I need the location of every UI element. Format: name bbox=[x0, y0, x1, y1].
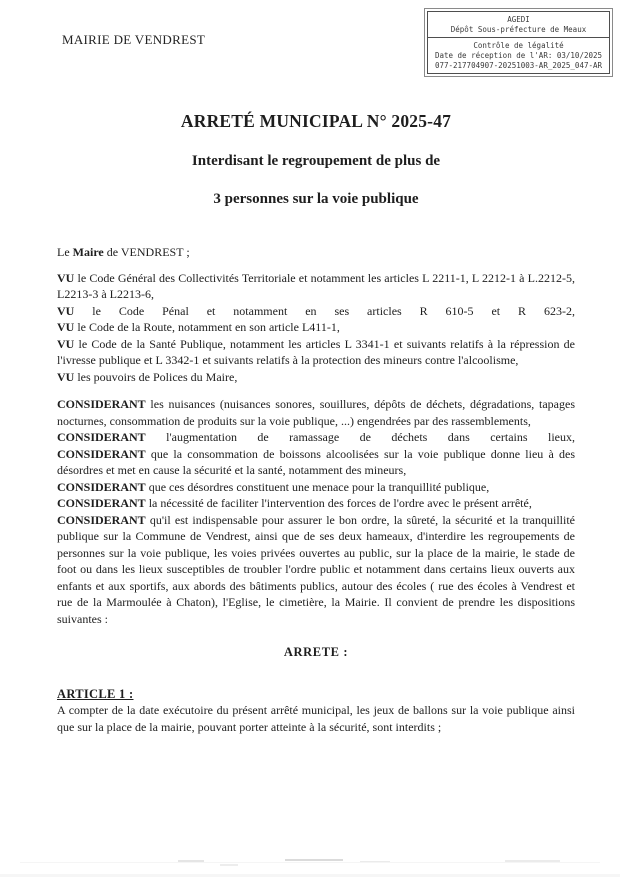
scan-artifact bbox=[360, 861, 390, 862]
considerant-text: qu'il est indispensable pour assurer le bon ordre, la sûreté, la sécurité et la tranquillité publique sur la Commune de Vendrest, ainsi que de ses deux hameaux, d'interdire les regroupements de personnes sur la voie publique, les voies privées ouvertes au public, sur la place de la mairie, le stade de foot ou dans les lieux susceptibles de troubler l'ordre public et notamment dans certains lieux ouverts aux enfants et aux sportifs, aux abords des bâtiments publics, autour des écoles ( rue des écoles à Vendrest et rue de la Marmoulée à Chaton), l'Eglise, le cimetière, la Mairie. Il convient de prendre les dispositions suivantes : bbox=[57, 512, 575, 626]
scan-artifact bbox=[285, 859, 343, 861]
vu-lead: VU bbox=[57, 369, 75, 384]
considerant-clause bbox=[57, 479, 575, 496]
document-subtitle-line1: Interdisant le regroupement de plus de bbox=[191, 153, 441, 169]
considerant-clause bbox=[57, 512, 575, 628]
stamp-reception-date: Date de réception de l'AR: 03/10/2025 bbox=[434, 51, 603, 60]
vu-text: le Code de la Santé Publique, notamment les articles L 3341-1 et suivants relatifs à la répression de l'ivresse publique et L 3342-1 et suivants relatifs à la protection des mineurs contre l'alcoolisme, bbox=[57, 336, 575, 367]
document-title: ARRETÉ MUNICIPAL N° 2025-47 bbox=[180, 111, 452, 131]
vu-block bbox=[57, 270, 575, 386]
scan-artifact bbox=[220, 864, 238, 866]
arrete-heading: ARRETE : bbox=[283, 645, 349, 659]
stamp-office-label: Dépôt Sous-préfecture de Meaux bbox=[450, 25, 587, 34]
vu-text: le Code de la Route, notamment en son article L411-1, bbox=[74, 320, 340, 334]
vu-lead: VU bbox=[57, 270, 75, 285]
article-1-heading: ARTICLE 1 : bbox=[57, 687, 134, 701]
salutation-post: de VENDREST ; bbox=[103, 245, 190, 259]
considerant-clause bbox=[57, 495, 575, 512]
scan-artifact bbox=[178, 860, 204, 862]
vu-lead: VU bbox=[57, 336, 75, 351]
considerant-clause bbox=[57, 396, 575, 429]
stamp-bottom-section bbox=[428, 38, 609, 73]
vu-text: le Code Pénal et notamment en ses articles R 610-5 et R 623-2, bbox=[74, 303, 575, 318]
considerant-lead: CONSIDERANT bbox=[57, 397, 146, 411]
considerant-lead: CONSIDERANT bbox=[57, 446, 146, 461]
salutation-pre: Le bbox=[57, 245, 73, 259]
stamp-top-section bbox=[428, 12, 609, 38]
stamp-control-label: Contrôle de légalité bbox=[473, 41, 564, 50]
considerant-lead: CONSIDERANT bbox=[57, 512, 146, 527]
vu-text: le Code Général des Collectivités Territoriale et notamment les articles L 2211-1, L 2212-1 à L.2212-5, L2213-3 à L2213-6, bbox=[57, 270, 575, 301]
considerant-text: la nécessité de faciliter l'intervention des forces de l'ordre avec le présent arrêté, bbox=[145, 496, 532, 510]
article-1-body: A compter de la date exécutoire du présent arrêté municipal, les jeux de ballons sur la voie publique ainsi que sur la place de la mairie, pouvant porter atteinte à la sécurité, sont interdits ; bbox=[57, 703, 575, 734]
vu-clause bbox=[57, 319, 575, 336]
considerant-lead: CONSIDERANT bbox=[57, 496, 146, 510]
considerant-lead: CONSIDERANT bbox=[57, 479, 146, 494]
vu-clause bbox=[57, 270, 575, 303]
salutation-line bbox=[57, 244, 575, 261]
stamp-org-label: AGEDI bbox=[507, 15, 530, 24]
considerant-clause bbox=[57, 446, 575, 479]
considerant-text: l'augmentation de ramassage de déchets dans certains lieux, bbox=[145, 430, 575, 444]
vu-clause bbox=[57, 336, 575, 369]
scan-artifact bbox=[505, 860, 560, 862]
considerant-clause bbox=[57, 429, 575, 446]
considerant-block bbox=[57, 396, 575, 627]
vu-lead: VU bbox=[57, 320, 75, 334]
document-subtitle-line2: 3 personnes sur la voie publique bbox=[213, 191, 419, 207]
vu-clause bbox=[57, 369, 575, 386]
salutation-role: Maire bbox=[72, 245, 104, 259]
considerant-text: les nuisances (nuisances sonores, souillures, dépôts de déchets, dégradations, tapages nocturnes, consommation de produits sur la voie publique, ...) engendrées par des rassemblements, bbox=[57, 397, 575, 428]
considerant-text: que la consommation de boissons alcoolisées sur la voie publique donne lieu à des désordres et met en cause la sécurité et la santé, notamment des mineurs, bbox=[57, 446, 575, 477]
vu-clause bbox=[57, 303, 575, 320]
considerant-text: que ces désordres constituent une menace pour la tranquillité publique, bbox=[145, 479, 490, 494]
issuer-name: MAIRIE DE VENDREST bbox=[62, 32, 206, 47]
vu-lead: VU bbox=[57, 303, 75, 318]
vu-text: les pouvoirs de Polices du Maire, bbox=[74, 369, 238, 384]
considerant-lead: CONSIDERANT bbox=[57, 430, 146, 444]
prefecture-stamp bbox=[427, 11, 610, 74]
scan-artifact bbox=[20, 862, 600, 863]
stamp-reference-number: 077-217704907-20251003-AR_2025_047-AR bbox=[434, 61, 603, 70]
